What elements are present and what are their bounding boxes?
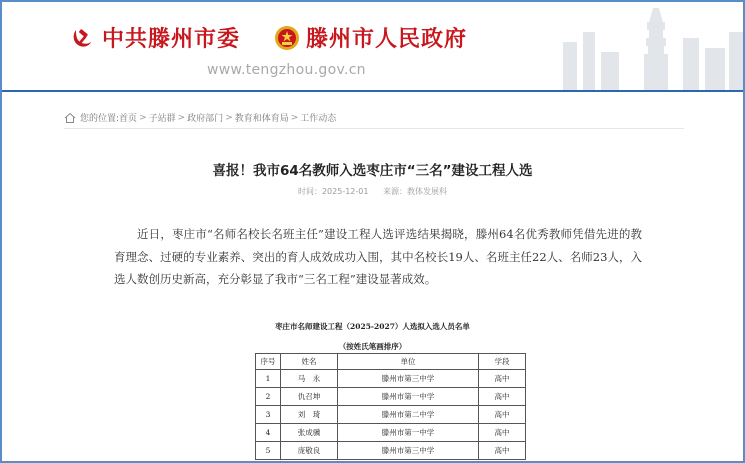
cell-number: 2 xyxy=(256,388,281,406)
roster-title: 枣庄市名师建设工程（2025-2027）人选拟入选人员名单 xyxy=(275,322,470,331)
cell-stage: 高中 xyxy=(479,442,526,460)
hammer-sickle-icon xyxy=(70,26,94,50)
breadcrumb-education-bureau[interactable]: 教育和体育局 xyxy=(234,114,289,124)
cell-unit: 滕州市第二中学 xyxy=(338,406,479,424)
cell-unit: 滕州市第一中学 xyxy=(338,424,479,442)
cell-unit: 滕州市第三中学 xyxy=(338,442,479,460)
site-header xyxy=(2,2,743,92)
breadcrumb-divider xyxy=(64,128,684,129)
source-value: 教体发展科 xyxy=(407,187,448,196)
date-label: 时间： xyxy=(297,187,322,196)
table-row xyxy=(256,442,526,460)
cell-number: 4 xyxy=(256,424,281,442)
cell-name: 马 永 xyxy=(281,370,338,388)
gov-brand-text: 滕州市人民政府 xyxy=(306,27,468,52)
breadcrumb-label: 您的位置: xyxy=(80,114,120,124)
table-row xyxy=(256,424,526,442)
article-meta xyxy=(2,186,743,197)
cell-number: 5 xyxy=(256,442,281,460)
breadcrumb-work-news[interactable]: 工作动态 xyxy=(300,114,337,124)
article-source xyxy=(383,187,447,196)
col-header-unit: 单位 xyxy=(338,354,479,370)
cell-name: 庞敬良 xyxy=(281,442,338,460)
breadcrumb-departments[interactable]: 政府部门 xyxy=(187,114,224,124)
breadcrumb-separator: > xyxy=(225,112,233,123)
table-row xyxy=(256,370,526,388)
breadcrumb-separator: > xyxy=(290,112,299,123)
party-brand[interactable] xyxy=(70,22,240,53)
roster-subtitle: （按姓氏笔画排序） xyxy=(338,342,407,351)
breadcrumb-subsites[interactable]: 子站群 xyxy=(148,114,176,124)
national-emblem-icon xyxy=(274,25,300,51)
breadcrumb xyxy=(64,111,336,124)
cell-stage: 高中 xyxy=(479,370,526,388)
site-url[interactable]: www.tengzhou.gov.cn xyxy=(207,62,366,78)
home-icon xyxy=(64,112,76,124)
breadcrumb-separator: > xyxy=(177,112,186,123)
cell-name: 张成骥 xyxy=(281,424,338,442)
article-date xyxy=(298,187,369,196)
cell-number: 3 xyxy=(256,406,281,424)
cell-stage: 高中 xyxy=(479,388,526,406)
source-label: 来源： xyxy=(383,187,408,196)
breadcrumb-separator: > xyxy=(139,112,147,123)
table-row xyxy=(256,406,526,424)
roster-table xyxy=(255,353,526,460)
cell-stage: 高中 xyxy=(479,424,526,442)
city-skyline-illustration xyxy=(543,2,743,90)
table-header-row xyxy=(256,354,526,370)
gov-brand[interactable] xyxy=(274,22,467,53)
cell-name: 刘 琦 xyxy=(281,406,338,424)
breadcrumb-home[interactable]: 首页 xyxy=(119,114,138,124)
cell-number: 1 xyxy=(256,370,281,388)
cell-unit: 滕州市第三中学 xyxy=(338,370,479,388)
cell-name: 仇召坤 xyxy=(281,388,338,406)
date-value: 2025-12-01 xyxy=(321,187,369,196)
article-body: 近日，枣庄市“名师名校长名班主任”建设工程人选评选结果揭晓，滕州64名优秀教师凭借先进的教育理念、过硬的专业素养、突出的育人成效成功入围，其中名校长19人、名班主任22人、名师23人，入选人数创历史新高，充分彰显了我市“三名工程”建设显著成效。 xyxy=(114,227,642,286)
col-header-name: 姓名 xyxy=(281,354,338,370)
table-row xyxy=(256,388,526,406)
cell-stage: 高中 xyxy=(479,406,526,424)
col-header-stage: 学段 xyxy=(479,354,526,370)
article-title: 喜报！我市64名教师入选枣庄市“三名”建设工程人选 xyxy=(212,163,533,179)
cell-unit: 滕州市第一中学 xyxy=(338,388,479,406)
col-header-number: 序号 xyxy=(256,354,281,370)
party-brand-text: 中共滕州市委 xyxy=(102,27,241,52)
